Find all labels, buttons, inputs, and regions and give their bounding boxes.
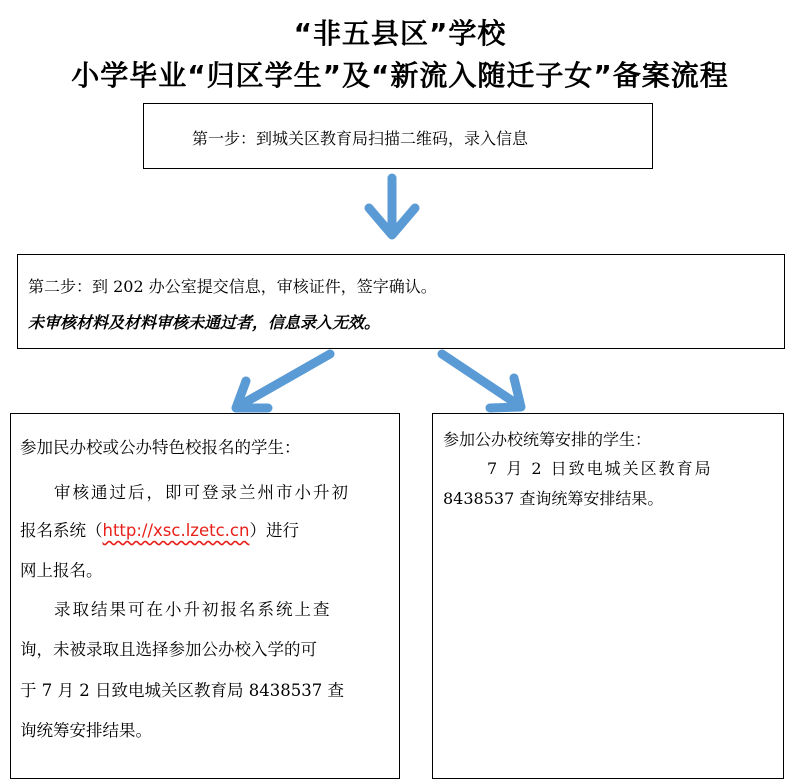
step2-box [17, 254, 785, 349]
title-line-2: 小学毕业“归区学生”及“新流入随迁子女”备案流程 [71, 59, 729, 92]
down-arrow-icon [369, 178, 415, 235]
right-line1: 7 月 2 日致电城关区教育局 [487, 459, 713, 478]
left-heading: 参加民办校或公办特色校报名的学生： [20, 438, 301, 457]
step1-box [143, 103, 653, 169]
right-heading: 参加公办校统筹安排的学生： [443, 430, 652, 449]
step2-warning: 未审核材料及材料审核未通过者，信息录入无效。 [28, 313, 381, 332]
down-left-arrow-icon [236, 354, 330, 408]
private-school-box [10, 413, 400, 779]
left-p2-line2: 询，未被录取且选择参加公办校入学的可 [20, 640, 317, 659]
public-school-box [432, 413, 784, 779]
left-p1-line2-post: ）进行 [249, 521, 299, 540]
left-p1-line3: 网上报名。 [20, 561, 103, 580]
left-p2-line1: 录取结果可在小升初报名系统上查 [54, 600, 332, 619]
down-right-arrow-icon [442, 354, 521, 408]
right-line2: 8438537 查询统筹安排结果。 [443, 489, 664, 508]
registration-link[interactable]: http://xsc.lzetc.cn [102, 521, 250, 540]
step1-text: 第一步：到城关区教育局扫描二维码，录入信息 [192, 129, 529, 148]
step2-text: 第二步：到 202 办公室提交信息，审核证件，签字确认。 [28, 277, 437, 296]
left-p2-line4: 询统筹安排结果。 [20, 721, 152, 740]
left-p2-line3: 于 7 月 2 日致电城关区教育局 8438537 查 [20, 681, 344, 700]
title-line-1: “非五县区”学校 [293, 17, 507, 50]
left-p1-line2 [20, 517, 299, 541]
left-p1-line1: 审核通过后，即可登录兰州市小升初 [54, 483, 350, 502]
left-p1-line2-pre: 报名系统（ [20, 521, 103, 540]
